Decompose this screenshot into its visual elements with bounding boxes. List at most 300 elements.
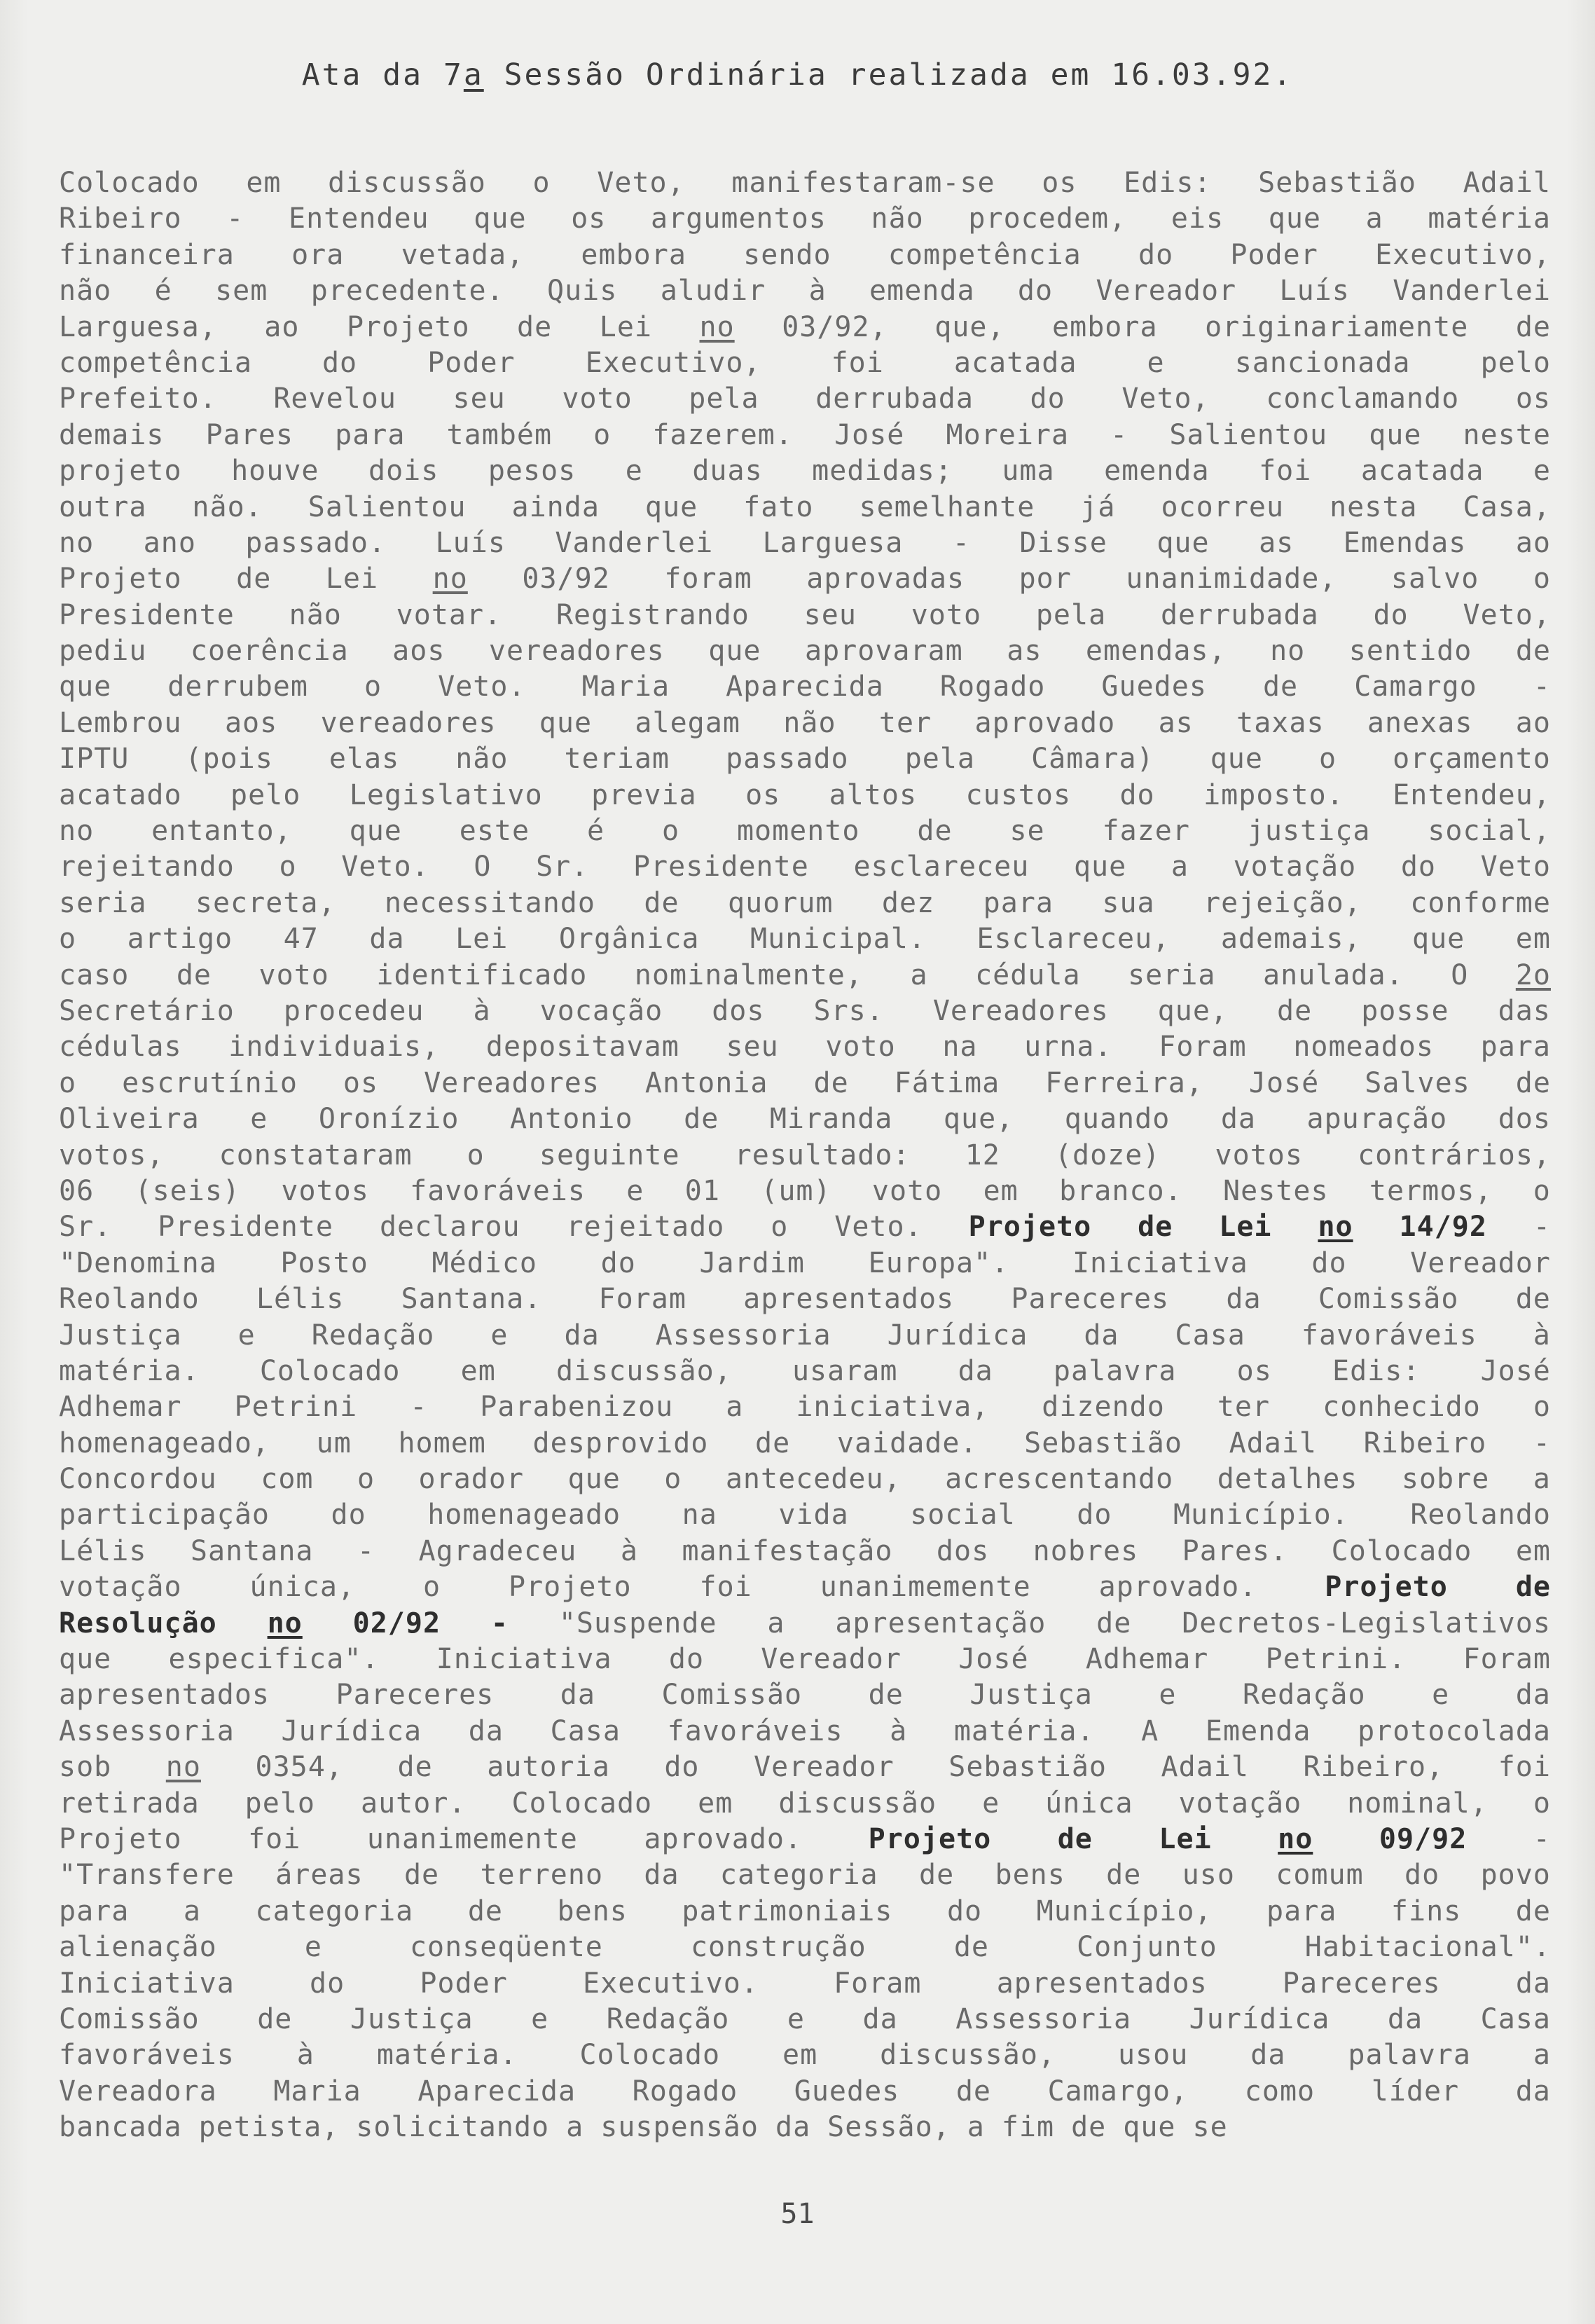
word: emenda (1104, 455, 1210, 488)
word: de (684, 1103, 719, 1136)
word: taxas (1236, 706, 1325, 739)
word: para (1480, 1031, 1551, 1064)
text-line (59, 1569, 1551, 1605)
word: Veto. (341, 851, 429, 883)
word: Fátima (894, 1066, 1000, 1099)
word: votos, (59, 1139, 165, 1171)
word: uso (1182, 1859, 1235, 1892)
word: seguinte (539, 1139, 680, 1171)
word: vereadores (488, 635, 665, 668)
word: Jardim (699, 1246, 805, 1279)
word: apuração (1306, 1103, 1448, 1136)
text-line (59, 1174, 1551, 1209)
page-number: 51 (780, 2198, 815, 2230)
word: - (952, 526, 970, 559)
word: Foram (1463, 1643, 1551, 1676)
word: e (982, 1787, 1000, 1820)
word: retirada (59, 1787, 200, 1820)
word: no (59, 815, 95, 848)
word: voto (825, 1031, 896, 1064)
word: à (1533, 1319, 1551, 1352)
word: no (1270, 635, 1306, 668)
word: que, (943, 1103, 1014, 1136)
word: Comissão (1318, 1283, 1459, 1316)
word: o (1533, 563, 1551, 596)
word: dos (712, 994, 765, 1027)
word: os (343, 1066, 379, 1099)
word: aprovaram (805, 635, 963, 668)
word: competência (59, 346, 252, 379)
text-line (59, 418, 1551, 453)
word: o (59, 923, 77, 956)
text-line (59, 1281, 1551, 1317)
word: do (946, 1895, 983, 1927)
word: da (958, 1354, 993, 1387)
text-line (59, 778, 1551, 813)
word: Camargo (1354, 671, 1477, 703)
word: Vereadores (424, 1066, 600, 1099)
word: Adhemar (1085, 1643, 1209, 1676)
word: no (1318, 1211, 1353, 1244)
word: rejeição, (1203, 886, 1362, 919)
word: autoria (487, 1751, 610, 1784)
word: Poder (427, 346, 516, 379)
text-line (59, 993, 1551, 1029)
word: Projeto (968, 1211, 1092, 1244)
word: no (699, 310, 735, 343)
word: foi (248, 1822, 301, 1855)
word: se (1192, 2111, 1228, 2144)
word: e (626, 1174, 644, 1207)
word: Sr. (59, 1211, 112, 1244)
word: seu (726, 1031, 779, 1064)
word: urna. (1024, 1031, 1112, 1064)
word: Petrini. (1265, 1643, 1407, 1676)
word: matéria. (59, 1354, 200, 1387)
word: em (246, 167, 282, 199)
word: Secretário (59, 994, 235, 1027)
word: Maria (273, 2075, 361, 2108)
word: Lei (1159, 1822, 1212, 1855)
word: imposto. (1203, 778, 1344, 811)
word: de (397, 1751, 433, 1784)
word: do (310, 1967, 345, 2000)
word: Miranda (769, 1103, 893, 1136)
word: originariamente (1205, 310, 1469, 343)
word: 01 (684, 1174, 720, 1207)
word: Sebastião (1258, 167, 1416, 199)
word: Justiça (350, 2002, 474, 2035)
word: que, (1157, 994, 1228, 1027)
word: pela (904, 743, 976, 776)
word: patrimoniais (682, 1895, 893, 1927)
word: ano (143, 526, 196, 559)
word: Nestes (1223, 1174, 1329, 1207)
word: o (59, 1066, 77, 1099)
text-line (59, 490, 1551, 525)
word: pela (689, 383, 759, 415)
word: Larguesa (762, 526, 904, 559)
word: Iniciativa (59, 1967, 235, 2000)
word: coerência (190, 635, 349, 668)
word: resultado: (734, 1139, 911, 1171)
word: Lei (1219, 1211, 1272, 1244)
word: Rogado (939, 671, 1046, 703)
word: passado. (245, 526, 387, 559)
word: unanimidade, (1126, 563, 1337, 596)
word: Município, (1036, 1895, 1213, 1927)
word: Europa". (868, 1246, 1009, 1279)
word: dizendo (1042, 1391, 1165, 1424)
word: Lei (455, 923, 509, 956)
word: conhecido (1323, 1391, 1481, 1424)
word: Veto, (1121, 383, 1210, 415)
word: que (1412, 923, 1465, 956)
word: ademais, (1220, 923, 1362, 956)
word: Projeto (59, 1822, 182, 1855)
title-suffix: Sessão Ordinária realizada em 16.03.92. (483, 57, 1294, 92)
word: os (1236, 1354, 1272, 1387)
word: Sr. (536, 851, 589, 883)
word: que (708, 635, 761, 668)
word: Maria (581, 671, 670, 703)
word: palavra (1348, 2039, 1471, 2072)
word: pela (1035, 598, 1107, 631)
word: do (668, 1643, 705, 1676)
word: aprovado (974, 706, 1116, 739)
text-line (59, 1101, 1551, 1137)
word: palavra (1053, 1354, 1177, 1387)
word: homenageado, (59, 1426, 270, 1459)
word: do (664, 1751, 700, 1784)
word: a (1533, 2039, 1551, 2072)
word: Assessoria (655, 1319, 831, 1352)
word: Iniciativa (436, 1643, 612, 1676)
word: de (644, 886, 679, 919)
word: sendo (743, 238, 831, 271)
word: vetada, (401, 238, 525, 271)
word: o (1318, 743, 1337, 776)
word: Redação (311, 1319, 435, 1352)
word: a (967, 2111, 985, 2144)
word: dois (368, 455, 439, 488)
word: contrários, (1358, 1139, 1551, 1171)
word: neste (1463, 418, 1551, 451)
word: voto (258, 958, 329, 991)
word: este (459, 815, 530, 848)
word: (seis) (134, 1174, 241, 1207)
word: procedem, (968, 202, 1127, 235)
word: por (1019, 563, 1072, 596)
word: alienação (59, 1931, 217, 1964)
word: rejeitando (59, 851, 235, 883)
word: Comissão (59, 2002, 200, 2035)
text-line (59, 1534, 1551, 1569)
text-line (59, 669, 1551, 705)
word: da (1515, 2075, 1551, 2108)
word: sobre (1401, 1463, 1490, 1496)
word: no (432, 563, 468, 596)
word: - (1533, 671, 1551, 703)
text-line (59, 1354, 1551, 1389)
word: não (59, 275, 112, 308)
word: do (1030, 383, 1065, 415)
word: (doze) (1054, 1139, 1161, 1171)
word: suspensão (600, 2111, 759, 2144)
word: "Suspende (558, 1607, 717, 1639)
word: que (539, 706, 593, 739)
text-line (59, 310, 1551, 345)
word: os (1042, 167, 1077, 199)
word: Redação (606, 2002, 730, 2035)
word: Oliveira (59, 1103, 200, 1136)
text-line (59, 849, 1551, 885)
word: Veto. (438, 671, 526, 703)
word: Municipal. (750, 923, 926, 956)
word: matéria. (953, 1714, 1095, 1747)
word: Vereador (1096, 275, 1237, 308)
word: entanto, (151, 815, 292, 848)
word: com (261, 1463, 314, 1496)
word: Justiça (59, 1319, 182, 1352)
word: no (59, 526, 95, 559)
word: sua (1102, 886, 1155, 919)
word: 09/92 (1379, 1822, 1468, 1855)
word: Câmara) (1031, 743, 1154, 776)
word: conclamando (1266, 383, 1460, 415)
word: ocorreu (1161, 490, 1285, 523)
word: depositavam (485, 1031, 679, 1064)
word: Casa, (1463, 490, 1551, 523)
text-line (59, 1606, 1551, 1642)
word: Presidente (633, 851, 809, 883)
word: acrescentando (945, 1463, 1174, 1496)
word: derrubada (1160, 598, 1319, 631)
word: José (1248, 1066, 1320, 1099)
word: Poder (1230, 238, 1318, 271)
word: a (910, 958, 928, 991)
word: Lei (599, 310, 652, 343)
word: Rogado (632, 2075, 738, 2108)
word: acatado (59, 778, 182, 811)
word: orador (418, 1463, 525, 1496)
word: - (490, 1607, 509, 1639)
word: Colocado (1331, 1534, 1472, 1567)
word: discussão (778, 1787, 937, 1820)
word: Município. (1173, 1499, 1349, 1532)
word: vaidade. (836, 1426, 978, 1459)
word: Decretos-Legislativos (1182, 1607, 1551, 1639)
text-line (59, 1966, 1551, 2002)
word: à (890, 1714, 908, 1747)
word: da (775, 2111, 811, 2144)
text-line (59, 1677, 1551, 1713)
word: em (698, 1787, 733, 1820)
word: da (560, 1679, 595, 1712)
word: pesos (488, 455, 576, 488)
word: Executivo, (1375, 238, 1551, 271)
word: posse (1361, 994, 1449, 1027)
word: de (953, 1931, 989, 1964)
word: áreas (275, 1859, 364, 1892)
word: Pareceres (1011, 1283, 1170, 1316)
word: A (1141, 1714, 1159, 1747)
word: Quis (547, 275, 618, 308)
word: ora (291, 238, 345, 271)
text-line (59, 1930, 1551, 1965)
word: as (1158, 706, 1194, 739)
word: aprovado. (1098, 1571, 1257, 1604)
word: Vereador (1410, 1246, 1551, 1279)
word: rejeitado (566, 1211, 725, 1244)
word: Larguesa, (59, 310, 217, 343)
word: da (1226, 1283, 1262, 1316)
word: nomeados (1293, 1031, 1434, 1064)
word: Guedes (1101, 671, 1207, 703)
word: Prefeito. (59, 383, 217, 415)
word: conforme (1410, 886, 1551, 919)
word: em (460, 1354, 496, 1387)
word: votos (281, 1174, 369, 1207)
word: nesta (1330, 490, 1418, 523)
word: usaram (792, 1354, 898, 1387)
word: o (1533, 1787, 1551, 1820)
word: nominal, (1347, 1787, 1488, 1820)
word: fazerem. (652, 418, 793, 451)
word: os (745, 778, 781, 811)
word: quorum (727, 886, 834, 919)
word: também (446, 418, 553, 451)
word: foram (664, 563, 752, 596)
word: Executivo, (585, 346, 761, 379)
word: Legislativo (349, 778, 543, 811)
word: Conjunto (1077, 1931, 1217, 1964)
word: 03/92, (782, 310, 888, 343)
word: Vereadora (59, 2075, 217, 2108)
word: favoráveis (667, 1714, 843, 1747)
word: argumentos (651, 202, 827, 235)
word: líder (1371, 2075, 1460, 2108)
word: Projeto (346, 310, 470, 343)
word: derrubem (167, 671, 308, 703)
word: e (250, 1103, 268, 1136)
word: - (1110, 418, 1128, 451)
word: apresentados (59, 1679, 270, 1712)
word: derrubada (815, 383, 974, 415)
minutes-body-text (59, 165, 1551, 2145)
word: momento (736, 815, 860, 848)
word: (um) (761, 1174, 831, 1207)
text-line (59, 598, 1551, 633)
word: discussão (328, 167, 486, 199)
word: o (771, 1211, 789, 1244)
word: as (1007, 635, 1042, 668)
word: Antonio (510, 1103, 633, 1136)
word: Jurídica (1189, 2002, 1330, 2035)
word: discussão, (880, 2039, 1056, 2072)
word: Presidente (158, 1211, 334, 1244)
word: apresentados (996, 1967, 1208, 2000)
word: Foram (1159, 1031, 1247, 1064)
text-line (59, 1642, 1551, 1677)
word: o (532, 167, 551, 199)
word: do (322, 346, 358, 379)
word: que (59, 1643, 112, 1676)
word: Vereador (761, 1643, 902, 1676)
word: em (983, 1174, 1019, 1207)
word: e (490, 1319, 509, 1352)
word: 0354, (255, 1751, 343, 1784)
word: eis (1171, 202, 1224, 235)
word: na (942, 1031, 978, 1064)
word: Reolando (59, 1283, 200, 1316)
word: que (349, 815, 402, 848)
word: José (958, 1643, 1029, 1676)
word: sem (215, 275, 268, 308)
word: Assessoria (59, 1714, 235, 1747)
word: votos (1215, 1139, 1303, 1171)
text-line (59, 1714, 1551, 1749)
word: Casa (1480, 2002, 1551, 2035)
word: Iniciativa (1072, 1246, 1248, 1279)
word: de (176, 958, 212, 991)
word: Edis: (1124, 167, 1212, 199)
word: de (1106, 1859, 1142, 1892)
word: José (834, 418, 905, 451)
word: fins (1390, 1895, 1462, 1927)
word: construção (690, 1931, 866, 1964)
word: dos (1498, 1103, 1551, 1136)
word: demais (59, 418, 165, 451)
word: dez (881, 886, 935, 919)
word: do (1400, 851, 1436, 883)
word: esclareceu (853, 851, 1030, 883)
word: Executivo. (583, 1967, 759, 2000)
word: Srs. (813, 994, 884, 1027)
word: O (1451, 958, 1469, 991)
word: Luís (435, 526, 506, 559)
word: de (755, 1426, 791, 1459)
word: é (586, 815, 605, 848)
word: seu (453, 383, 506, 415)
text-line (59, 1497, 1551, 1533)
word: votar. (396, 598, 502, 631)
word: Ribeiro, (1303, 1751, 1444, 1784)
word: de (467, 1895, 503, 1927)
text-line (59, 886, 1551, 921)
word: seria (1128, 958, 1216, 991)
word: alegam (635, 706, 740, 739)
word: do (1017, 275, 1054, 308)
word: cédula (975, 958, 1081, 991)
word: única (1045, 1787, 1133, 1820)
word: Colocado (511, 1787, 653, 1820)
word: Entendeu, (1393, 778, 1551, 811)
word: à (620, 1534, 638, 1567)
word: aprovado. (644, 1822, 803, 1855)
word: Assessoria (955, 2002, 1132, 2035)
word: categoria (719, 1859, 878, 1892)
text-line (59, 741, 1551, 777)
word: quando (1064, 1103, 1171, 1136)
word: vereadores (320, 706, 497, 739)
word: a (1533, 1463, 1551, 1496)
word: (pois (185, 743, 273, 776)
word: embora (581, 238, 686, 271)
word: de (955, 2075, 991, 2108)
word: Lélis (59, 1534, 147, 1567)
word: autor. (360, 1787, 467, 1820)
